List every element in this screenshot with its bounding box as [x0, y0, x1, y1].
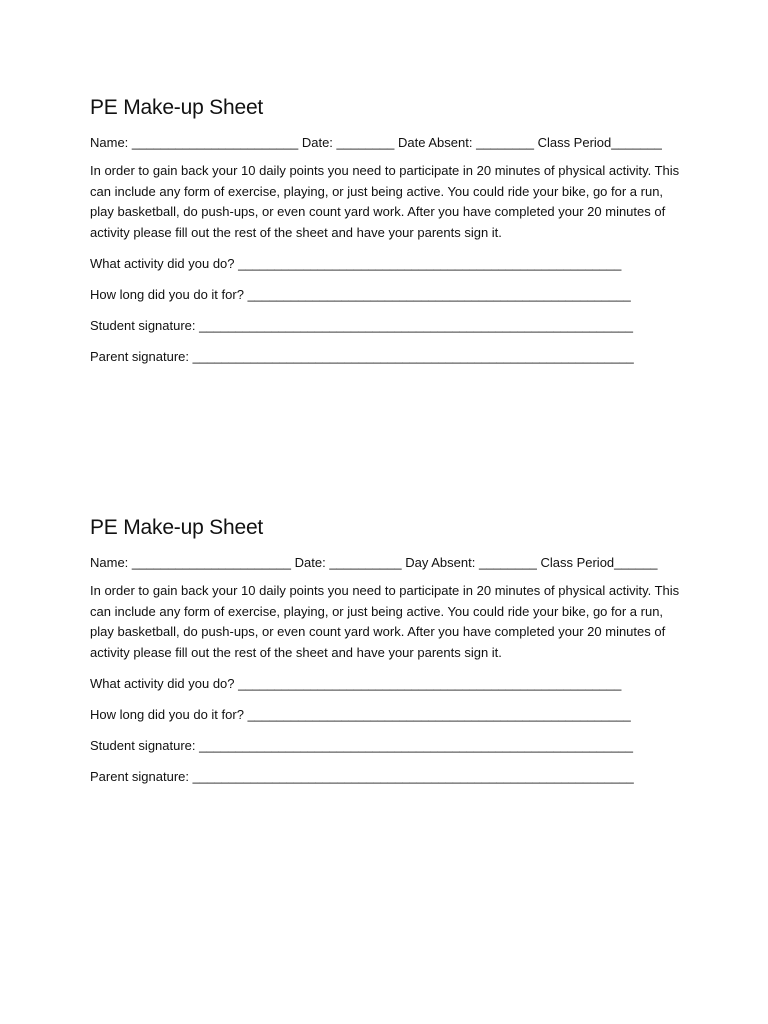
question-activity — [90, 676, 690, 692]
period-blank[interactable]: _______ — [611, 135, 662, 150]
instructions-paragraph: In order to gain back your 10 daily points you need to participate in 20 minutes of physical activity. This can include any form of exercise, playing, or just being active. You could ride your bike, go for a run, play basketball, do push-ups, or even count yard work. After you have completed your 20 minutes of activity please fill out the rest of the sheet and have your parents sign it. — [90, 583, 680, 660]
answer-blank[interactable]: _____________________________________________________ — [238, 676, 622, 691]
sheet-title: PE Make-up Sheet — [90, 96, 264, 119]
period-label: Class Period — [540, 555, 615, 570]
answer-blank[interactable]: _____________________________________________________ — [247, 287, 631, 302]
date-label: Date: — [294, 555, 326, 570]
header-fields — [90, 135, 690, 151]
question-duration — [90, 707, 690, 723]
question-label: How long did you do it for? — [90, 707, 244, 722]
date-blank[interactable]: ________ — [336, 135, 395, 150]
student-signature-line — [90, 738, 690, 754]
parent-signature-line — [90, 769, 690, 785]
name-label: Name: — [90, 555, 129, 570]
date-label: Date: — [301, 135, 333, 150]
question-label: Parent signature: — [90, 349, 190, 364]
sheet-title: PE Make-up Sheet — [90, 516, 264, 539]
question-label: What activity did you do? — [90, 676, 235, 691]
absent-label: Day Absent: — [405, 555, 476, 570]
answer-blank[interactable]: _____________________________________________________ — [247, 707, 631, 722]
name-label: Name: — [90, 135, 129, 150]
absent-blank[interactable]: ________ — [478, 555, 537, 570]
question-label: Parent signature: — [90, 769, 190, 784]
question-activity — [90, 256, 690, 272]
absent-blank[interactable]: ________ — [476, 135, 534, 150]
student-signature-line — [90, 318, 690, 334]
period-blank[interactable]: ______ — [614, 555, 658, 570]
question-label: Student signature: — [90, 318, 196, 333]
question-label: How long did you do it for? — [90, 287, 244, 302]
parent-signature-line — [90, 349, 690, 365]
answer-blank[interactable]: _____________________________________________________ — [238, 256, 622, 271]
name-blank[interactable]: ______________________ — [131, 555, 291, 570]
signature-blank[interactable]: _____________________________________________________________ — [192, 769, 634, 784]
header-fields — [90, 555, 690, 571]
makeup-sheet-1 — [90, 94, 690, 365]
name-blank[interactable]: _______________________ — [131, 135, 299, 150]
signature-blank[interactable]: _____________________________________________________________ — [192, 349, 634, 364]
date-blank[interactable]: __________ — [329, 555, 402, 570]
absent-label: Date Absent: — [398, 135, 473, 150]
makeup-sheet-2 — [90, 514, 690, 785]
instructions-paragraph: In order to gain back your 10 daily points you need to participate in 20 minutes of physical activity. This can include any form of exercise, playing, or just being active. You could ride your bike, go for a run, play basketball, do push-ups, or even count yard work. After you have completed your 20 minutes of activity please fill out the rest of the sheet and have your parents sign it. — [90, 163, 680, 240]
signature-blank[interactable]: ____________________________________________________________ — [199, 318, 633, 333]
question-label: What activity did you do? — [90, 256, 235, 271]
period-label: Class Period — [537, 135, 612, 150]
signature-blank[interactable]: ____________________________________________________________ — [199, 738, 633, 753]
question-label: Student signature: — [90, 738, 196, 753]
question-duration — [90, 287, 690, 303]
